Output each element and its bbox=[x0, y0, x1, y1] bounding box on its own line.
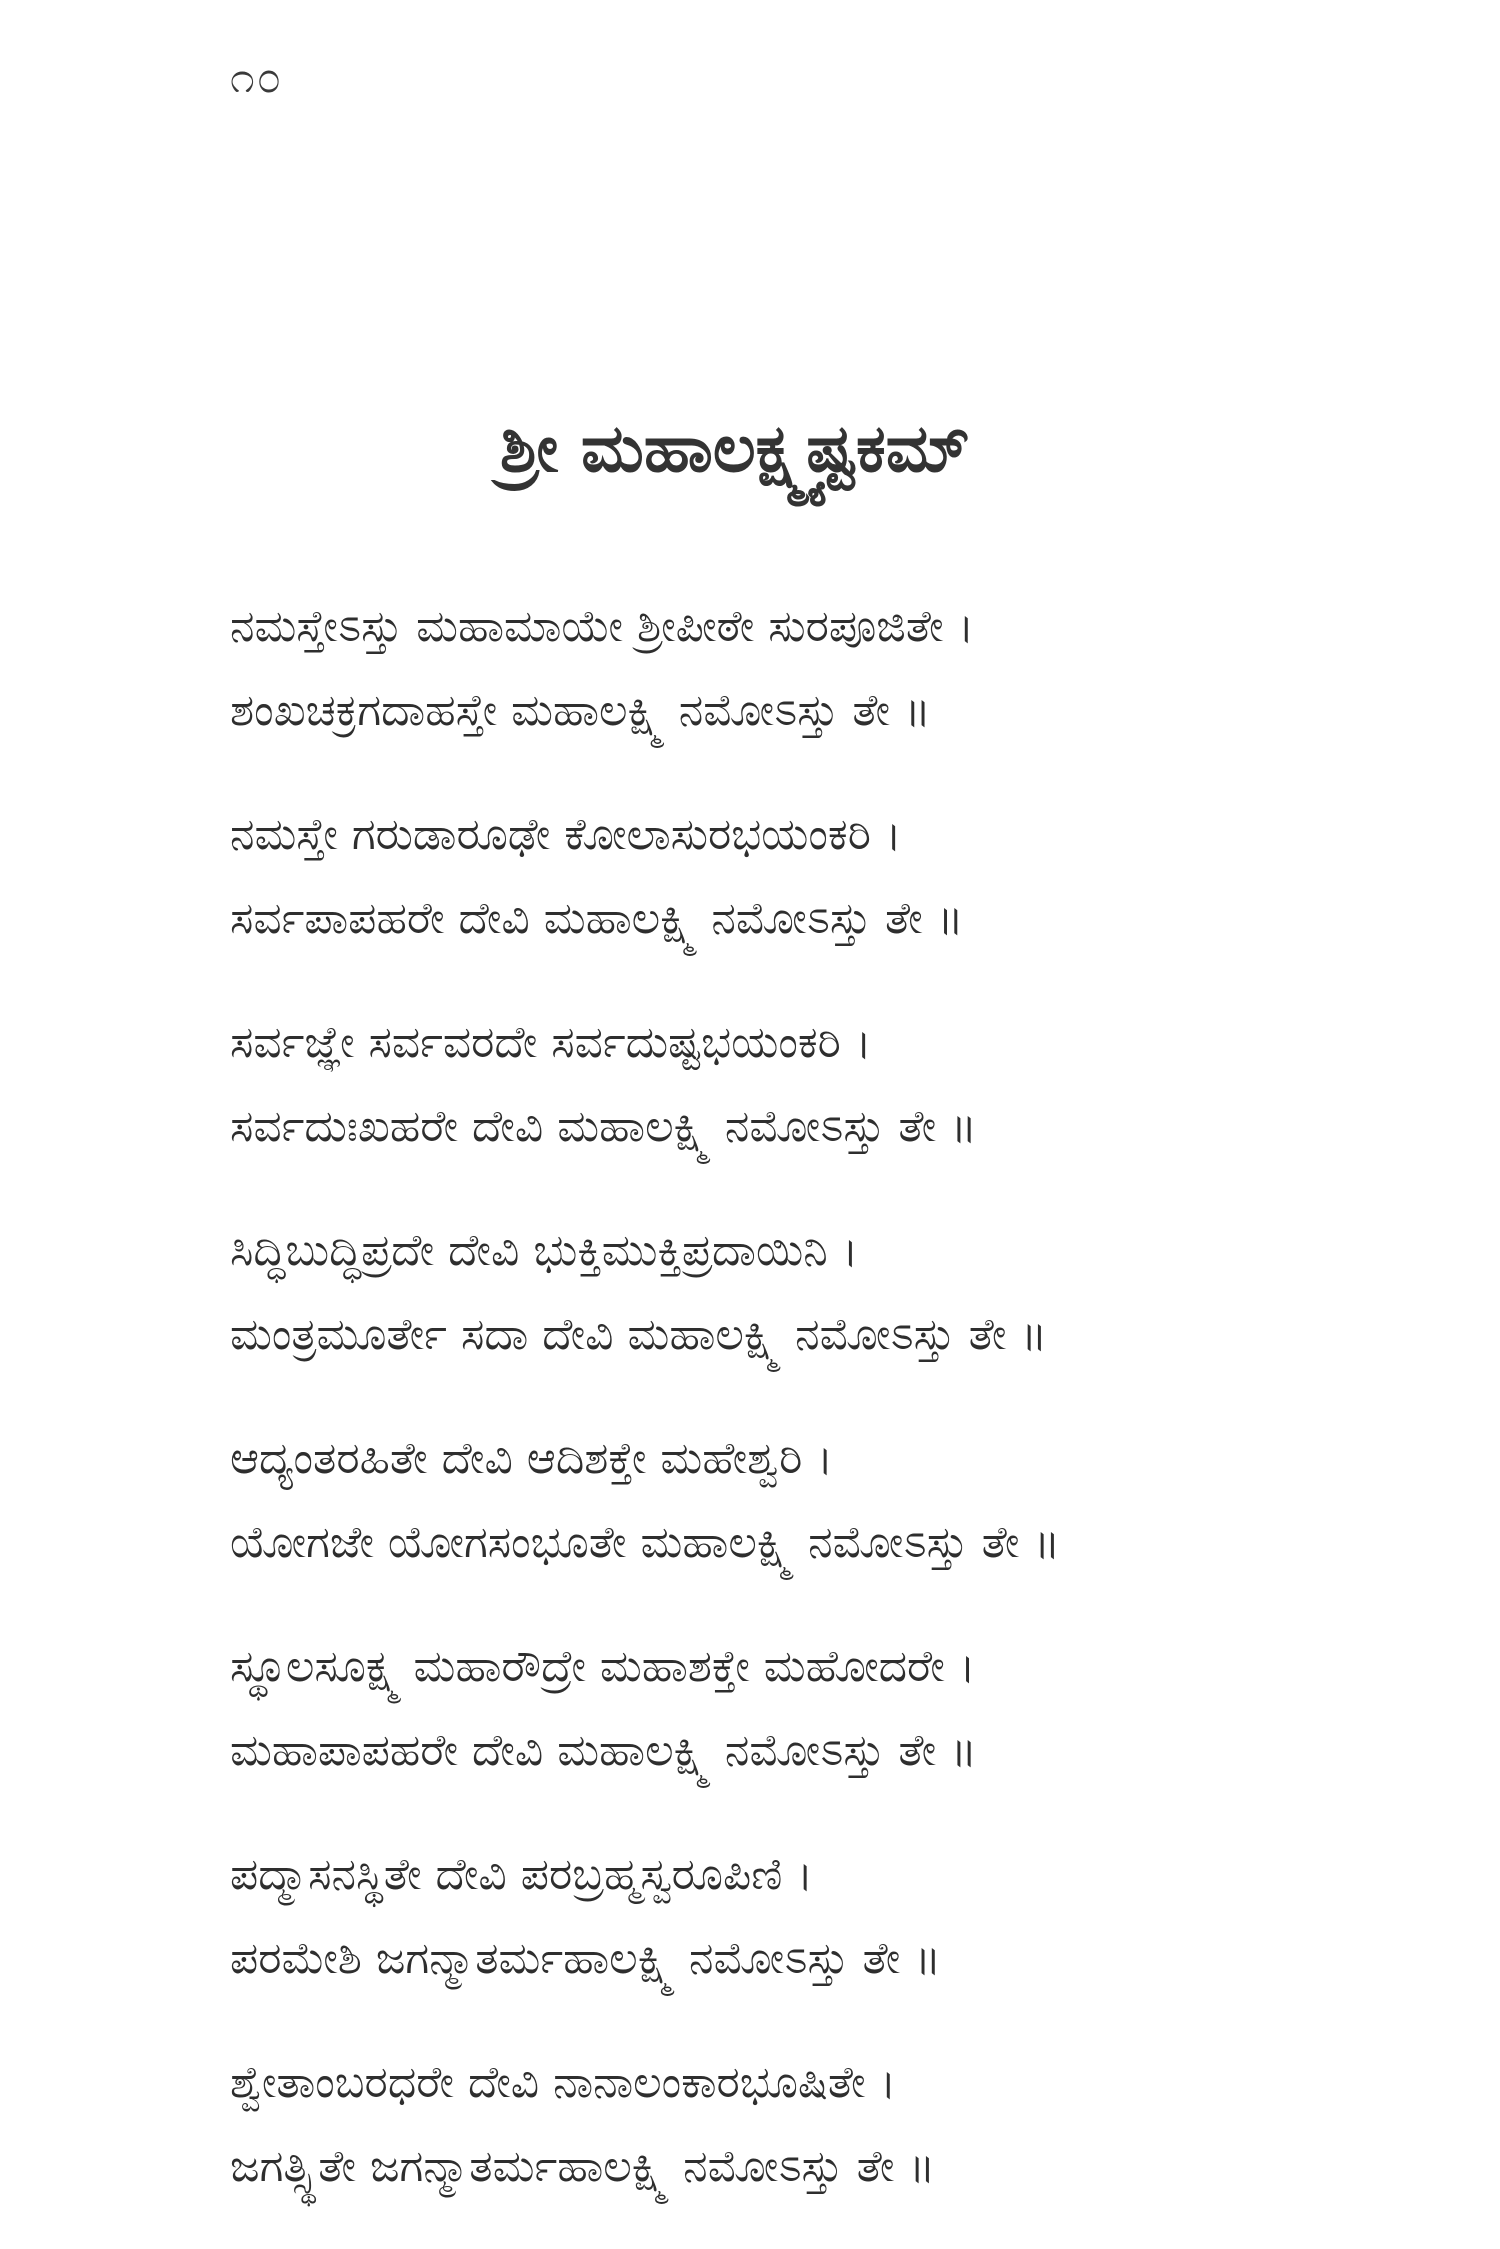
verse-4 bbox=[230, 1209, 1430, 1377]
verse-line: ಸರ್ವಪಾಪಹರೇ ದೇವಿ ಮಹಾಲಕ್ಷ್ಮಿ ನಮೋಽಸ್ತು ತೇ ॥ bbox=[230, 893, 964, 944]
verse-line: ಪದ್ಮಾಸನಸ್ಥಿತೇ ದೇವಿ ಪರಬ್ರಹ್ಮಸ್ವರೂಪಿಣಿ । bbox=[230, 1849, 814, 1900]
verse-line: ಶ್ವೇತಾಂಬರಧರೇ ದೇವಿ ನಾನಾಲಂಕಾರಭೂಷಿತೇ । bbox=[230, 2057, 897, 2108]
verse-line: ಸರ್ವದುಃಖಹರೇ ದೇವಿ ಮಹಾಲಕ್ಷ್ಮಿ ನಮೋಽಸ್ತು ತೇ ॥ bbox=[230, 1101, 978, 1152]
verse-line: ಮಹಾಪಾಪಹರೇ ದೇವಿ ಮಹಾಲಕ್ಷ್ಮಿ ನಮೋಽಸ್ತು ತೇ ॥ bbox=[230, 1725, 978, 1776]
verse-line: ಸಿದ್ಧಿಬುದ್ಧಿಪ್ರದೇ ದೇವಿ ಭುಕ್ತಿಮುಕ್ತಿಪ್ರದಾಯಿನಿ । bbox=[230, 1225, 859, 1276]
verse-6 bbox=[230, 1625, 1430, 1793]
verse-line: ನಮಸ್ತೇಽಸ್ತು ಮಹಾಮಾಯೇ ಶ್ರೀಪೀಠೇ ಸುರಪೂಜಿತೇ । bbox=[230, 601, 975, 652]
verse-line: ಶಂಖಚಕ್ರಗದಾಹಸ್ತೇ ಮಹಾಲಕ್ಷ್ಮಿ ನಮೋಽಸ್ತು ತೇ ॥ bbox=[230, 685, 931, 736]
page-title: ಶ್ರೀ ಮಹಾಲಕ್ಷ್ಮ್ಯಷ್ಟಕಮ್ bbox=[500, 410, 970, 487]
verse-line: ಮಂತ್ರಮೂರ್ತೇ ಸದಾ ದೇವಿ ಮಹಾಲಕ್ಷ್ಮಿ ನಮೋಽಸ್ತು ತೇ ॥ bbox=[230, 1309, 1048, 1360]
verse-line: ಸ್ಥೂಲಸೂಕ್ಷ್ಮ ಮಹಾರೌದ್ರೇ ಮಹಾಶಕ್ತೇ ಮಹೋದರೇ । bbox=[230, 1641, 976, 1692]
verse-3 bbox=[230, 1001, 1430, 1169]
verse-list bbox=[230, 585, 1430, 2249]
verse-1 bbox=[230, 585, 1430, 753]
verse-line: ಪರಮೇಶಿ ಜಗನ್ಮಾತರ್ಮಹಾಲಕ್ಷ್ಮಿ ನಮೋಽಸ್ತು ತೇ ॥ bbox=[230, 1933, 942, 1984]
verse-line: ಆದ್ಯಂತರಹಿತೇ ದೇವಿ ಆದಿಶಕ್ತೇ ಮಹೇಶ್ವರಿ । bbox=[230, 1433, 834, 1484]
verse-line: ಜಗತ್ಸ್ಥಿತೇ ಜಗನ್ಮಾತರ್ಮಹಾಲಕ್ಷ್ಮಿ ನಮೋಽಸ್ತು ತೇ ॥ bbox=[230, 2141, 936, 2192]
verse-5 bbox=[230, 1417, 1430, 1585]
verse-line: ಯೋಗಜೇ ಯೋಗಸಂಭೂತೇ ಮಹಾಲಕ್ಷ್ಮಿ ನಮೋಽಸ್ತು ತೇ ॥ bbox=[230, 1517, 1061, 1568]
page-number: ೧೦ bbox=[230, 52, 284, 103]
verse-2 bbox=[230, 793, 1430, 961]
verse-line: ನಮಸ್ತೇ ಗರುಡಾರೂಢೇ ಕೋಲಾಸುರಭಯಂಕರಿ । bbox=[230, 809, 902, 860]
verse-line: ಸರ್ವಜ್ಞೇ ಸರ್ವವರದೇ ಸರ್ವದುಷ್ಟಭಯಂಕರಿ । bbox=[230, 1017, 872, 1068]
verse-7 bbox=[230, 1833, 1430, 2001]
verse-8 bbox=[230, 2041, 1430, 2209]
